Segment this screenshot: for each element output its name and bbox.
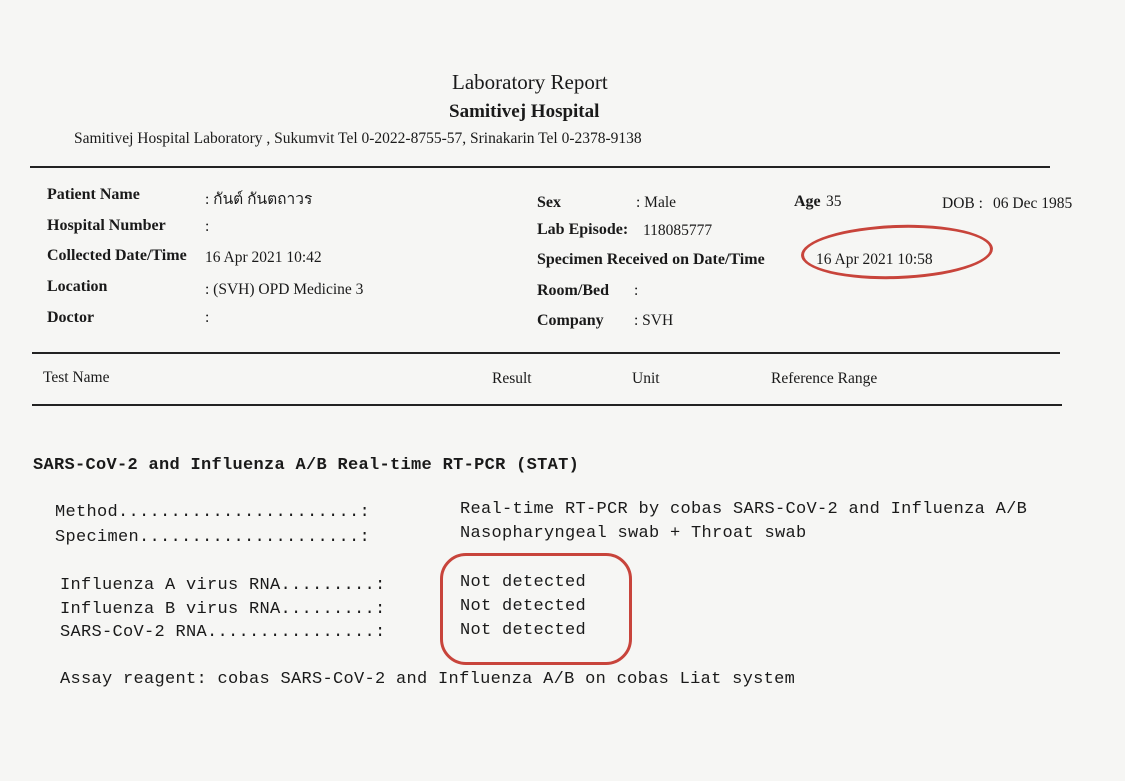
method-value: Real-time RT-PCR by cobas SARS-CoV-2 and Influenza A/B [460,500,1028,519]
sex-value: : Male [636,194,677,211]
header-divider [30,166,1050,168]
collected-label: Collected Date/Time [47,247,187,264]
report-title: Laboratory Report [452,70,608,94]
company-label: Company [537,312,604,329]
column-test-name: Test Name [43,369,110,386]
results-highlight-circle [440,553,632,665]
location-label: Location [47,278,108,295]
specimen-value: Nasopharyngeal swab + Throat swab [460,524,807,543]
hospital-number-label: Hospital Number [47,217,166,234]
method-label: Method.......................: [55,503,371,522]
company-value: : SVH [634,312,674,329]
dob-label: DOB : [942,195,983,212]
influenza-b-result: Not detected [460,597,587,616]
dob-value: 06 Dec 1985 [993,195,1073,212]
assay-reagent-line: Assay reagent: cobas SARS-CoV-2 and Influenza A/B on cobas Liat system [60,670,796,689]
sars-cov-2-label: SARS-CoV-2 RNA................: [60,623,386,642]
column-result: Result [492,370,532,387]
specimen-received-label: Specimen Received on Date/Time [537,251,765,268]
age-label: Age [794,193,821,210]
influenza-a-result: Not detected [460,573,587,592]
lab-episode-value: 118085777 [643,222,713,239]
hospital-number-value: : [205,218,210,235]
lab-contact-line: Samitivej Hospital Laboratory , Sukumvit Tel 0-2022-8755-57, Srinakarin Tel 0-2378-9138 [74,130,642,147]
table-bottom-divider [32,404,1062,406]
influenza-b-label: Influenza B virus RNA.........: [60,600,386,619]
sars-cov-2-result: Not detected [460,621,587,640]
received-time-highlight-circle [800,222,994,283]
column-unit: Unit [632,370,660,387]
influenza-a-label: Influenza A virus RNA.........: [60,576,386,595]
specimen-received-value: 16 Apr 2021 10:58 [816,251,933,268]
room-bed-value: : [634,282,639,299]
patient-name-value: : กันต์ กันตถาวร [205,191,313,208]
table-top-divider [32,352,1060,354]
lab-episode-label: Lab Episode: [537,221,629,238]
specimen-label: Specimen.....................: [55,528,371,547]
patient-name-label: Patient Name [47,186,140,203]
test-panel-title: SARS-CoV-2 and Influenza A/B Real-time RT-PCR (STAT) [33,456,580,475]
doctor-value: : [205,309,210,326]
location-value: : (SVH) OPD Medicine 3 [205,281,364,298]
doctor-label: Doctor [47,309,95,326]
age-value: 35 [826,193,842,210]
room-bed-label: Room/Bed [537,282,609,299]
hospital-name: Samitivej Hospital [449,101,600,122]
column-reference-range: Reference Range [771,370,878,387]
collected-value: 16 Apr 2021 10:42 [205,249,322,266]
sex-label: Sex [537,194,561,211]
